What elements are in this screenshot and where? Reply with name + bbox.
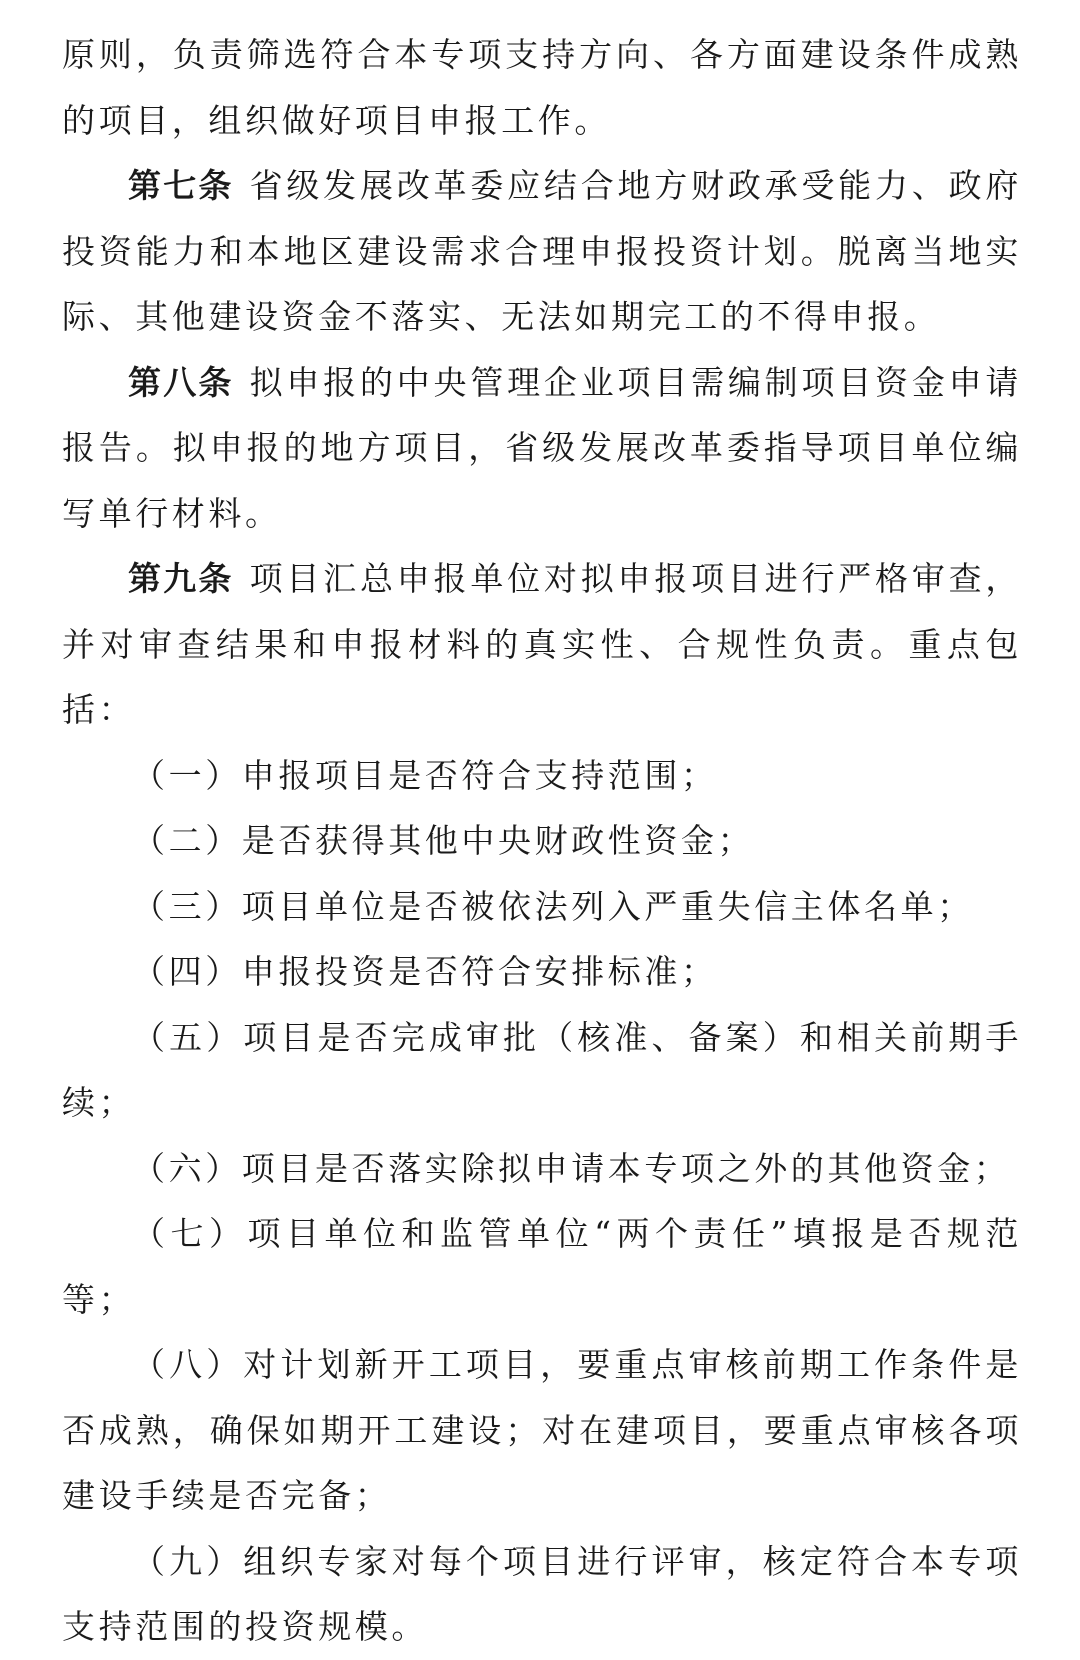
list-item-1: （一）申报项目是否符合支持范围； <box>132 755 718 795</box>
list-item-9: （九）组织专家对每个项目进行评审，核定符合本专项支持范围的投资规模。 <box>62 1541 1022 1646</box>
article-number: 第八条 <box>128 362 234 402</box>
article-seven <box>62 153 1022 350</box>
list-item-3: （三）项目单位是否被依法列入严重失信主体名单； <box>132 886 974 926</box>
list-item-8: （八）对计划新开工项目，要重点审核前期工作条件是否成熟，确保如期开工建设；对在建项目，要重点审核各项建设手续是否完备； <box>62 1345 1022 1515</box>
paragraph-continuation <box>62 22 1022 153</box>
paragraph-text: 项目汇总申报单位对拟申报项目进行严格审查，并对审查结果和申报材料的真实性、合规性负责。重点包括： <box>62 559 1022 729</box>
article-eight <box>62 350 1022 547</box>
paragraph-text: 拟申报的中央管理企业项目需编制项目资金申请报告。拟申报的地方项目，省级发展改革委指导项目单位编写单行材料。 <box>62 362 1022 533</box>
list-item-2: （二）是否获得其他中央财政性资金； <box>132 821 755 860</box>
list-item-7: （七）项目单位和监管单位“两个责任”填报是否规范等； <box>62 1214 1022 1319</box>
list-item-4: （四）申报投资是否符合安排标准； <box>132 952 718 991</box>
list-item-5: （五）项目是否完成审批（核准、备案）和相关前期手续； <box>62 1017 1022 1122</box>
article-nine <box>62 546 1022 743</box>
list-item-6: （六）项目是否落实除拟申请本专项之外的其他资金； <box>132 1148 1011 1188</box>
paragraph-text: 省级发展改革委应结合地方财政承受能力、政府投资能力和本地区建设需求合理申报投资计划。脱离当地实际、其他建设资金不落实、无法如期完工的不得申报。 <box>62 166 1022 336</box>
article-number: 第七条 <box>128 166 234 205</box>
paragraph-text: 原则，负责筛选符合本专项支持方向、各方面建设条件成熟的项目，组织做好项目申报工作。 <box>62 35 1022 140</box>
article-number: 第九条 <box>128 559 234 598</box>
